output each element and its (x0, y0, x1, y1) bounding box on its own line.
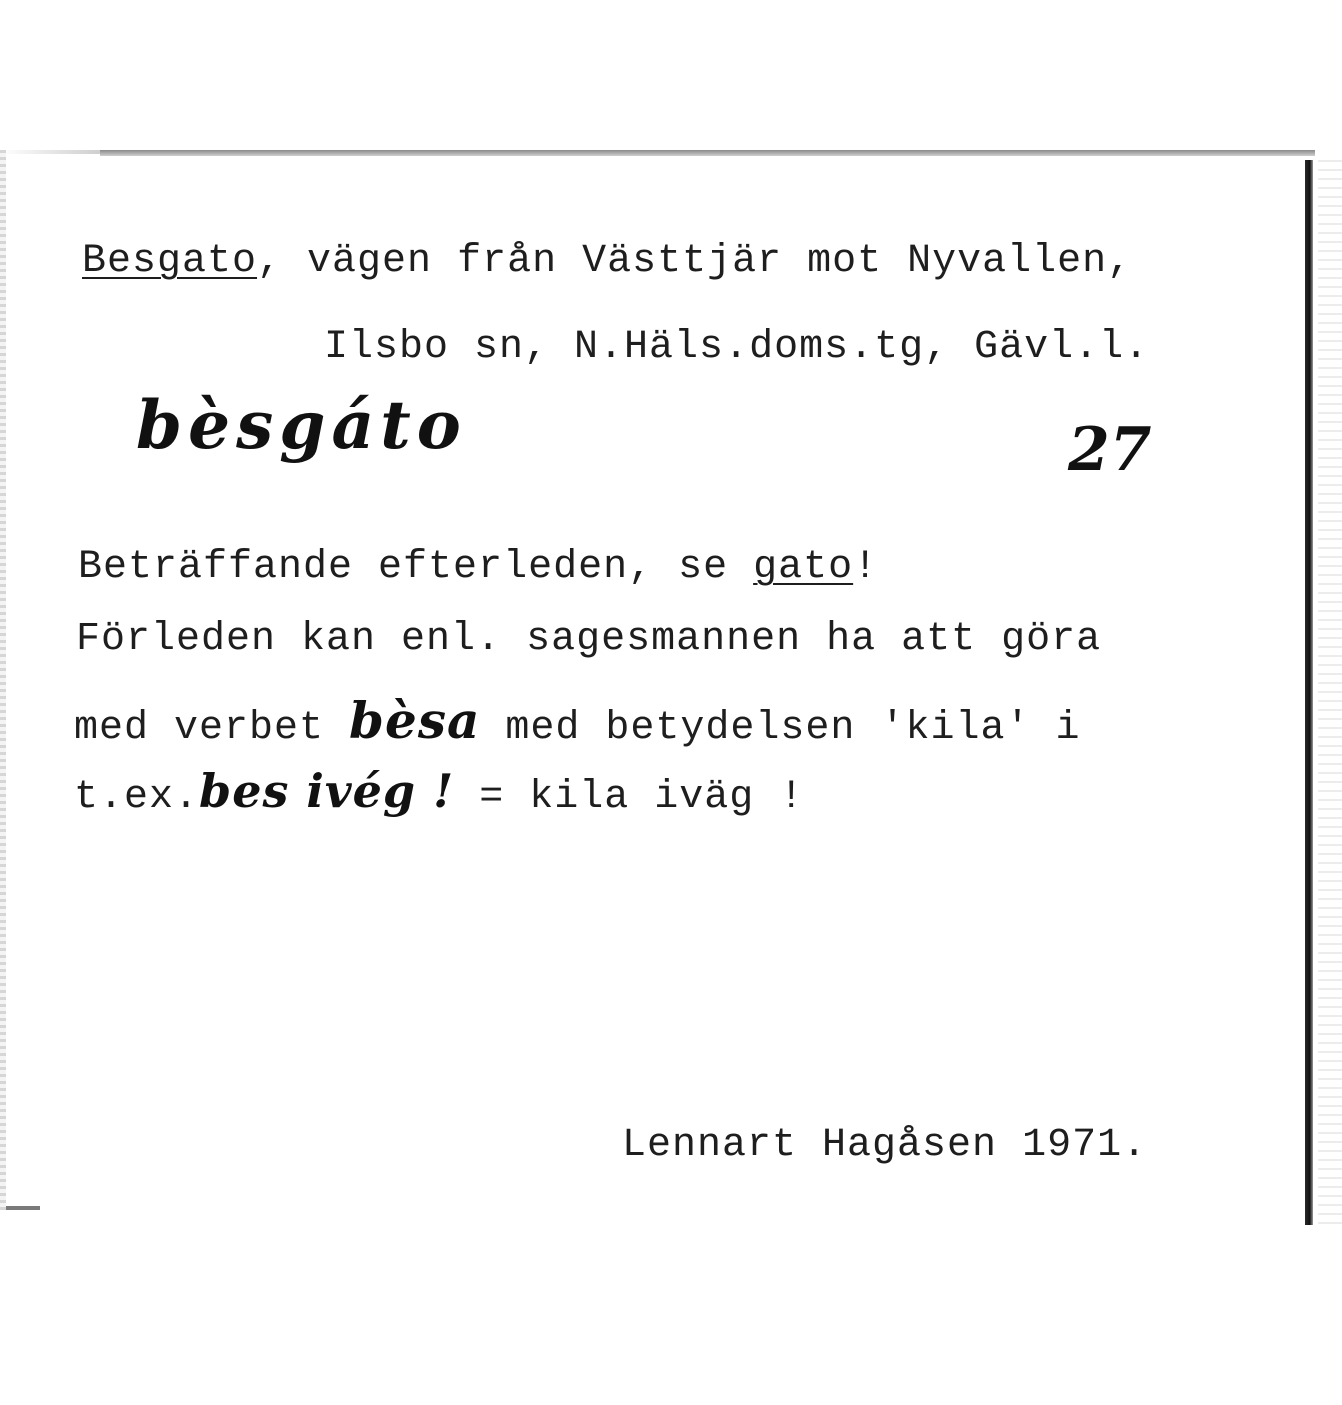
note-line-4-suffix: = kila iväg ! (454, 775, 805, 820)
entry-line-1 (82, 239, 1133, 284)
headword: Besgato (82, 239, 258, 284)
note-line-1-prefix: Beträffande efterleden, se (78, 545, 754, 590)
note-line-3-prefix: med verbet (74, 706, 350, 751)
definition-line-2: Ilsbo sn, N.Häls.doms.tg, Gävl.l. (324, 325, 1150, 370)
card-top-edge-fade (0, 150, 100, 154)
card-number: 27 (1068, 415, 1152, 485)
note-line-4-prefix: t.ex. (74, 775, 200, 820)
signature: Lennart Hagåsen 1971. (622, 1123, 1148, 1168)
note-line-3-suffix: med betydelsen 'kila' i (480, 706, 1081, 751)
card-left-edge (0, 150, 6, 1210)
note-line-1-suffix: ! (853, 545, 879, 590)
phonetic-transcription: bèsgáto (136, 386, 467, 464)
example-phrase: bes ivég ! (199, 764, 455, 818)
card-right-edge (1305, 160, 1313, 1225)
note-line-4 (74, 764, 805, 820)
note-line-3 (74, 691, 1081, 751)
verb-form: bèsa (349, 691, 481, 750)
note-line-2: Förleden kan enl. sagesmannen ha att göra (76, 617, 1102, 662)
card-right-margin (1318, 160, 1342, 1230)
definition-line-1: , vägen från Västtjär mot Nyvallen, (257, 239, 1133, 284)
cross-reference: gato (753, 545, 854, 590)
note-line-1 (78, 545, 879, 590)
card-top-edge (100, 150, 1315, 156)
scan-mark (6, 1206, 40, 1210)
